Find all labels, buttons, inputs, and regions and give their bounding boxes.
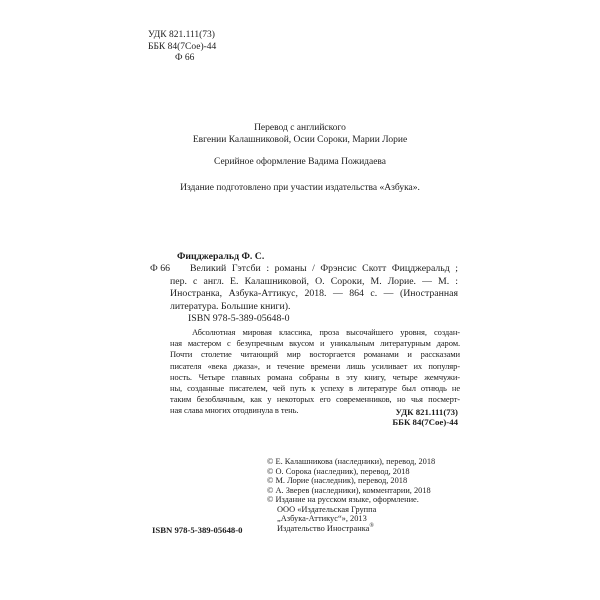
copyright-line: © Издание на русском языке, оформление. xyxy=(267,495,419,504)
copyright-line: © Е. Калашникова (наследники), перевод, 2018 xyxy=(267,457,436,466)
bib-entry-line-1 xyxy=(150,263,458,275)
bib-entry-line-2: пер. с англ. Е. Калашниковой, О. Сороки, М. Лорие. — М. : xyxy=(170,275,458,287)
udk-code: УДК 821.111(73) xyxy=(148,30,215,40)
publisher-name: Издательство Иностранка xyxy=(277,523,370,533)
bib-entry-line-3: Иностранка, Азбука-Аттикус, 2018. — 864 с. — (Иностранная xyxy=(170,288,458,300)
credits-block xyxy=(0,122,600,194)
bbk-code: ББК 84(7Сое)-44 xyxy=(148,41,217,52)
bib-entry-line-4: литература. Большие книги). xyxy=(170,300,291,312)
annotation-line: Почти столетие читающий мир восторгается романами и рассказами xyxy=(170,349,460,360)
edition-note: Издание подготовлено при участии издательства «Азбука». xyxy=(180,183,420,193)
isbn-bottom: ISBN 978-5-389-05648-0 xyxy=(152,525,243,535)
annotation-line: ны, созданные писателем, чей путь к успеху в литературе был отнюдь не xyxy=(170,383,460,394)
author-sign-code: Ф 66 xyxy=(175,53,195,64)
classification-right-block xyxy=(170,407,458,428)
publisher-line xyxy=(267,524,435,534)
series-design: Серийное оформление Вадима Пожидаева xyxy=(214,157,386,167)
copyright-line: © М. Лорие (наследник), перевод, 2018 xyxy=(267,476,408,485)
translators: Евгении Калашниковой, Осии Сороки, Марии Лорие xyxy=(192,135,408,145)
bbk-code-right: ББК 84(7Сое)-44 xyxy=(392,417,458,428)
publisher-group-line: ООО «Издательская Группа xyxy=(277,504,377,514)
top-classification-block xyxy=(148,30,216,65)
annotation-line: Абсолютная мировая классика, проза высочайшего уровня, создан- xyxy=(192,327,460,337)
bib-isbn: ISBN 978-5-389-05648-0 xyxy=(188,313,290,325)
annotation-last-line: ная слава многих отодвинула в тень. xyxy=(170,405,299,416)
translation-title: Перевод с английского xyxy=(254,123,346,133)
bib-title-line: Великий Гэтсби : романы / Фрэнсис Скотт Фицджеральд ; xyxy=(190,263,458,275)
annotation-line: таким безоблачным, как у некоторых его современников, но чья посмерт- xyxy=(170,394,460,405)
bib-author-sign-code: Ф 66 xyxy=(150,263,170,275)
bib-author: Фицджеральд Ф. С. xyxy=(177,251,265,262)
annotation-line: ная мастером с безупречным вкусом и уникальным литературным даром. xyxy=(170,338,460,349)
registered-trademark-mark: ® xyxy=(369,522,374,529)
copyright-line: © О. Сорока (наследник), перевод, 2018 xyxy=(267,466,410,476)
copyright-line: © А. Зверев (наследники), комментарии, 2018 xyxy=(267,485,431,495)
annotation-line: ность. Четыре главных романа собраны в эту книгу, четыре жемчужи- xyxy=(170,371,460,382)
annotation-line: писателя «века джаза», и течение времени лишь усиливает их популяр- xyxy=(170,360,460,371)
udk-code-right: УДК 821.111(73) xyxy=(395,407,458,417)
bibliographic-record xyxy=(150,251,458,325)
annotation-paragraph xyxy=(170,327,460,417)
copyright-block xyxy=(267,457,435,533)
publisher-group-line: „Азбука-Аттикус“», 2013 xyxy=(277,514,367,523)
